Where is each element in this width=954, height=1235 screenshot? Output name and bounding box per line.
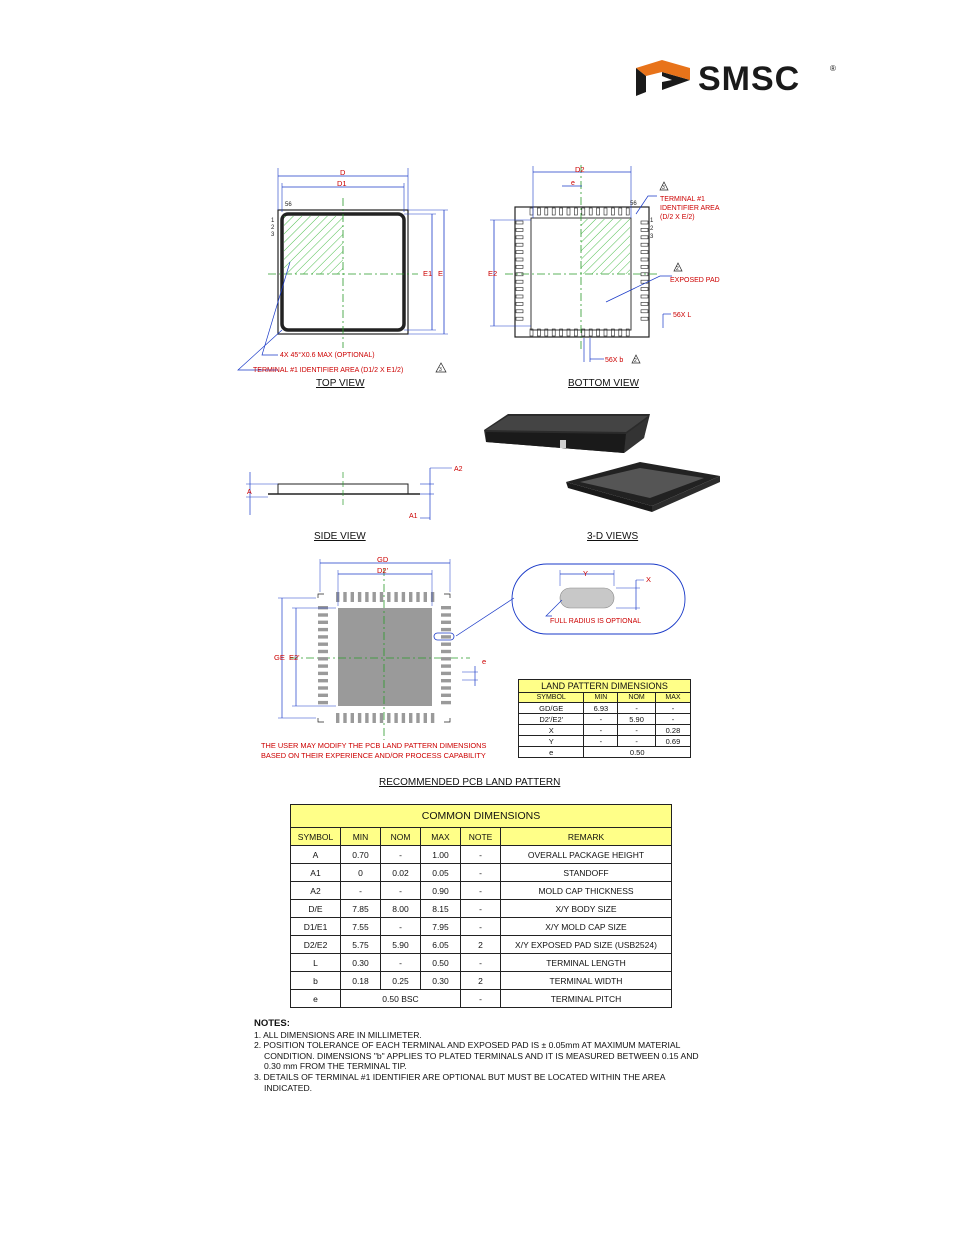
table-cell: -: [381, 882, 421, 900]
full-radius-note: FULL RADIUS IS OPTIONAL: [550, 618, 642, 625]
table-cell: 0.28: [655, 725, 690, 736]
dim-d2-prime: D2': [377, 566, 389, 575]
terminal: [516, 295, 523, 298]
common-col-header: NOTE: [461, 828, 501, 846]
table-cell: L: [291, 954, 341, 972]
table-cell: -: [461, 864, 501, 882]
terminal: [431, 713, 434, 723]
table-cell: 2: [461, 936, 501, 954]
table-row: [291, 864, 672, 882]
dim-e1: E1: [423, 269, 433, 278]
note-3-line-2: INDICATED.: [264, 1082, 313, 1093]
note-2-line-2: CONDITION. DIMENSIONS "b" APPLIES TO PLATED TERMINALS AND IT IS MEASURED BETWEEN 0.15 AND: [264, 1050, 699, 1061]
terminal: [387, 592, 390, 602]
bv-pad-ref: 2: [676, 266, 679, 272]
common-col-header: SYMBOL: [291, 828, 341, 846]
terminal: [441, 679, 451, 682]
terminal: [373, 713, 376, 723]
table-cell: A2: [291, 882, 341, 900]
terminal: [641, 310, 648, 313]
table-row: [291, 972, 672, 990]
top-view: [238, 168, 448, 374]
bv-term-l3: (D/2 X E/2): [660, 214, 695, 221]
table-cell: 0.18: [341, 972, 381, 990]
table-cell: GD/GE: [519, 703, 584, 714]
table-cell: 1.00: [421, 846, 461, 864]
terminal: [441, 621, 451, 624]
exposed-pad-label: EXPOSED PAD: [670, 277, 720, 284]
terminal: [387, 713, 390, 723]
table-cell: X/Y BODY SIZE: [501, 900, 672, 918]
terminal: [380, 713, 383, 723]
table-row: [519, 714, 691, 725]
terminal: [343, 592, 346, 602]
common-col-header: MIN: [341, 828, 381, 846]
table-cell: -: [584, 736, 618, 747]
terminal: [318, 621, 328, 624]
terminal: [641, 251, 648, 254]
terminal: [641, 295, 648, 298]
table-row: [291, 882, 672, 900]
table-cell: 2: [461, 972, 501, 990]
terminal: [574, 208, 577, 215]
table-cell: 6.05: [421, 936, 461, 954]
terminal: [626, 208, 629, 215]
common-table-title: COMMON DIMENSIONS: [291, 805, 672, 828]
user-note-line-1: THE USER MAY MODIFY THE PCB LAND PATTERN DIMENSIONS: [261, 741, 487, 750]
bottom-view: [488, 165, 720, 364]
table-cell: 0.30: [341, 954, 381, 972]
dim-d: D: [340, 168, 346, 177]
terminal-id-note: TERMINAL #1 IDENTIFIER AREA (D1/2 X E1/2): [253, 367, 404, 374]
terminal: [336, 713, 339, 723]
table-row: [519, 747, 691, 758]
table-cell: 0.30: [421, 972, 461, 990]
terminal: [641, 317, 648, 320]
terminal: [516, 310, 523, 313]
pin-56-label: 56: [285, 202, 292, 208]
terminal: [318, 672, 328, 675]
terminal: [318, 643, 328, 646]
terminal: [318, 701, 328, 704]
table-cell: 0.50 BSC: [341, 990, 461, 1008]
table-row: [291, 936, 672, 954]
terminal: [641, 221, 648, 224]
table-cell: MOLD CAP THICKNESS: [501, 882, 672, 900]
terminal: [441, 606, 451, 609]
dim-a2: A2: [454, 466, 463, 473]
terminal: [516, 288, 523, 291]
terminal: [358, 713, 361, 723]
notes-title: NOTES:: [254, 1018, 290, 1029]
table-row: [291, 918, 672, 936]
notes-section: [254, 1019, 724, 1093]
table-cell: -: [655, 703, 690, 714]
land-col-header: NOM: [618, 693, 656, 703]
side-view-label: SIDE VIEW: [314, 531, 366, 542]
terminal: [441, 686, 451, 689]
table-cell: D2'/E2': [519, 714, 584, 725]
terminal: [424, 713, 427, 723]
chamfer-note: 4X 45°X0.6 MAX (OPTIONAL): [280, 352, 375, 359]
terminal: [318, 657, 328, 660]
table-cell: D/E: [291, 900, 341, 918]
table-cell: 0.70: [341, 846, 381, 864]
terminal: [424, 592, 427, 602]
3d-views: [484, 414, 720, 512]
table-row: [291, 954, 672, 972]
land-pattern-table: [518, 679, 691, 758]
table-row: [519, 736, 691, 747]
terminal: [530, 208, 533, 215]
table-cell: e: [291, 990, 341, 1008]
table-cell: -: [618, 725, 656, 736]
terminal: [516, 265, 523, 268]
table-cell: -: [461, 990, 501, 1008]
table-cell: 7.55: [341, 918, 381, 936]
terminal: [641, 258, 648, 261]
terminal: [343, 713, 346, 723]
terminal-width-label: 56X b: [605, 357, 624, 364]
land-table-title: LAND PATTERN DIMENSIONS: [519, 680, 691, 693]
terminal: [641, 302, 648, 305]
table-cell: -: [461, 918, 501, 936]
table-cell: D2/E2: [291, 936, 341, 954]
terminal: [416, 713, 419, 723]
terminal: [619, 208, 622, 215]
terminal: [582, 208, 585, 215]
common-col-header: NOM: [381, 828, 421, 846]
bv-b-ref: 2: [634, 358, 637, 364]
bv-pin-2-label: 2: [650, 226, 654, 232]
terminal: [516, 228, 523, 231]
terminal: [373, 592, 376, 602]
table-cell: -: [584, 725, 618, 736]
table-cell: X: [519, 725, 584, 736]
terminal: [351, 713, 354, 723]
terminal: [318, 694, 328, 697]
table-cell: D1/E1: [291, 918, 341, 936]
note-1: 1. ALL DIMENSIONS ARE IN MILLIMETER.: [254, 1029, 422, 1040]
table-cell: -: [655, 714, 690, 725]
table-cell: -: [461, 846, 501, 864]
bv-term-ref: 3: [662, 185, 665, 191]
terminal: [516, 302, 523, 305]
terminal-length-label: 56X L: [673, 312, 692, 319]
dim-a1: A1: [409, 513, 418, 520]
terminal: [641, 236, 648, 239]
terminal: [516, 280, 523, 283]
table-cell: TERMINAL WIDTH: [501, 972, 672, 990]
dim-d1: D1: [337, 179, 347, 188]
terminal: [537, 208, 540, 215]
terminal: [416, 592, 419, 602]
table-row: [291, 900, 672, 918]
terminal: [358, 592, 361, 602]
terminal: [441, 635, 451, 638]
table-cell: 0.25: [381, 972, 421, 990]
terminal: [641, 288, 648, 291]
table-cell: X/Y EXPOSED PAD SIZE (USB2524): [501, 936, 672, 954]
terminal: [318, 664, 328, 667]
terminal: [336, 592, 339, 602]
terminal: [516, 243, 523, 246]
table-cell: 0.02: [381, 864, 421, 882]
terminal: [365, 592, 368, 602]
table-cell: 7.95: [421, 918, 461, 936]
terminal: [441, 643, 451, 646]
3d-views-label: 3-D VIEWS: [587, 531, 639, 542]
terminal: [351, 592, 354, 602]
land-col-header: MAX: [655, 693, 690, 703]
terminal: [318, 628, 328, 631]
bv-pin-3-label: 3: [650, 234, 654, 240]
terminal: [318, 650, 328, 653]
dim-y: Y: [583, 569, 589, 578]
table-cell: -: [341, 882, 381, 900]
terminal: [516, 258, 523, 261]
terminal: [441, 657, 451, 660]
terminal: [365, 713, 368, 723]
table-cell: A: [291, 846, 341, 864]
note-2-line-3: 0.30 mm FROM THE TERMINAL TIP.: [264, 1061, 407, 1072]
terminal: [516, 317, 523, 320]
terminal: [318, 686, 328, 689]
terminal: [318, 679, 328, 682]
terminal: [641, 280, 648, 283]
terminal: [441, 628, 451, 631]
note-2-line-1: 2. POSITION TOLERANCE OF EACH TERMINAL AND EXPOSED PAD IS ± 0.05mm AT MAXIMUM MATERIAL: [254, 1040, 681, 1051]
dim-d2: D2: [575, 165, 585, 174]
table-row: [519, 703, 691, 714]
terminal: [409, 713, 412, 723]
terminal: [441, 694, 451, 697]
dim-ge: GE: [274, 653, 285, 662]
top-view-label: TOP VIEW: [316, 378, 365, 389]
table-cell: -: [461, 900, 501, 918]
terminal: [611, 208, 614, 215]
terminal: [589, 208, 592, 215]
dim-e2: E2: [488, 269, 498, 278]
terminal: [441, 613, 451, 616]
table-cell: OVERALL PACKAGE HEIGHT: [501, 846, 672, 864]
terminal-id-ref: 3: [439, 367, 442, 373]
dim-e: E: [438, 269, 444, 278]
table-cell: 0.90: [421, 882, 461, 900]
table-cell: 6.93: [584, 703, 618, 714]
dim-x: X: [646, 575, 652, 584]
terminal: [545, 208, 548, 215]
table-cell: -: [381, 846, 421, 864]
common-dimensions-table: [290, 804, 672, 1008]
bv-pin-1-label: 1: [650, 218, 654, 224]
land-col-header: SYMBOL: [519, 693, 584, 703]
bv-term-l2: IDENTIFIER AREA: [660, 205, 720, 212]
terminal: [604, 208, 607, 215]
pin-2-label: 2: [271, 225, 275, 231]
bv-term-l1: TERMINAL #1: [660, 196, 705, 203]
bv-pin-56-label: 56: [630, 201, 637, 207]
table-cell: 8.00: [381, 900, 421, 918]
table-cell: 0: [341, 864, 381, 882]
table-cell: 8.15: [421, 900, 461, 918]
table-cell: 5.90: [618, 714, 656, 725]
side-view: [246, 466, 463, 520]
terminal: [441, 664, 451, 667]
logo-registered-mark: ®: [830, 64, 836, 73]
pin-3-label: 3: [271, 232, 275, 238]
terminal: [441, 672, 451, 675]
common-col-header: REMARK: [501, 828, 672, 846]
table-row: [519, 725, 691, 736]
terminal: [394, 592, 397, 602]
table-cell: 0.50: [421, 954, 461, 972]
table-cell: X/Y MOLD CAP SIZE: [501, 918, 672, 936]
common-col-header: MAX: [421, 828, 461, 846]
terminal: [318, 613, 328, 616]
terminal: [441, 701, 451, 704]
table-cell: 7.85: [341, 900, 381, 918]
terminal: [431, 592, 434, 602]
table-cell: 5.75: [341, 936, 381, 954]
terminal: [516, 221, 523, 224]
dim-gd: GD: [377, 555, 389, 564]
table-row: [291, 990, 672, 1008]
table-cell: -: [381, 918, 421, 936]
terminal: [394, 713, 397, 723]
user-note-line-2: BASED ON THEIR EXPERIENCE AND/OR PROCESS CAPABILITY: [261, 750, 486, 760]
table-cell: -: [618, 703, 656, 714]
dim-a: A: [247, 489, 252, 496]
table-cell: A1: [291, 864, 341, 882]
table-row: [291, 846, 672, 864]
dim-e-pitch: e: [571, 180, 575, 187]
table-cell: 0.69: [655, 736, 690, 747]
table-cell: b: [291, 972, 341, 990]
table-cell: 0.05: [421, 864, 461, 882]
terminal: [318, 635, 328, 638]
terminal: [318, 606, 328, 609]
table-cell: -: [461, 882, 501, 900]
pin-1-label: 1: [271, 218, 275, 224]
terminal: [597, 208, 600, 215]
terminal: [560, 208, 563, 215]
table-cell: Y: [519, 736, 584, 747]
note-3-line-1: 3. DETAILS OF TERMINAL #1 IDENTIFIER ARE OPTIONAL BUT MUST BE LOCATED WITHIN THE AREA: [254, 1071, 666, 1082]
table-cell: -: [381, 954, 421, 972]
dim-e2-prime: E2': [289, 653, 300, 662]
terminal: [409, 592, 412, 602]
bottom-view-label: BOTTOM VIEW: [568, 378, 639, 389]
terminal: [402, 592, 405, 602]
table-cell: 5.90: [381, 936, 421, 954]
terminal: [567, 208, 570, 215]
terminal: [402, 713, 405, 723]
table-cell: -: [461, 954, 501, 972]
table-cell: STANDOFF: [501, 864, 672, 882]
table-cell: TERMINAL PITCH: [501, 990, 672, 1008]
logo-wordmark: SMSC: [698, 60, 801, 98]
table-cell: TERMINAL LENGTH: [501, 954, 672, 972]
land-pattern-label: RECOMMENDED PCB LAND PATTERN: [379, 777, 561, 788]
terminal: [441, 650, 451, 653]
table-cell: -: [618, 736, 656, 747]
terminal: [641, 265, 648, 268]
terminal: [516, 236, 523, 239]
terminal: [641, 228, 648, 231]
dim-e-land: e: [482, 657, 487, 666]
user-modify-note: [261, 741, 486, 760]
land-col-header: MIN: [584, 693, 618, 703]
terminal: [641, 243, 648, 246]
terminal: [516, 251, 523, 254]
table-cell: 0.50: [584, 747, 691, 758]
table-cell: -: [584, 714, 618, 725]
terminal: [380, 592, 383, 602]
terminal: [552, 208, 555, 215]
table-cell: e: [519, 747, 584, 758]
